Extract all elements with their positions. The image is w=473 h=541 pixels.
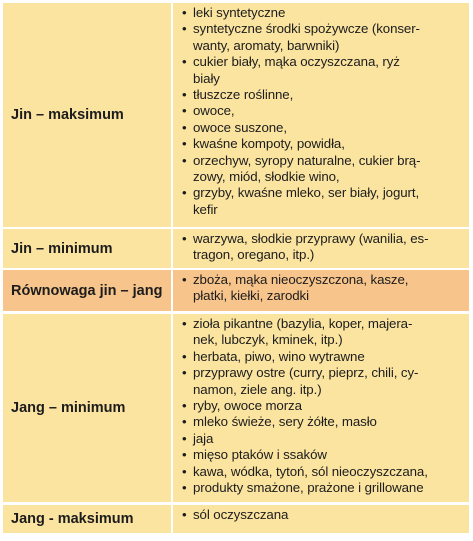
table-row-jin-maksimum	[0, 3, 473, 227]
list-item: • herbata, piwo, wino wytrawne	[182, 349, 465, 365]
list-item: • cukier biały, mąka oczyszczana, ryż biały	[182, 54, 465, 87]
category-cell	[3, 229, 171, 268]
items-list	[182, 231, 465, 264]
category-label: Jang - maksimum	[11, 511, 134, 527]
list-item: • kwaśne kompoty, powidła,	[182, 136, 465, 152]
list-item: • kawa, wódka, tytoń, sól nieoczyszczana,	[182, 464, 465, 480]
items-cell	[173, 314, 469, 502]
items-list	[182, 507, 465, 523]
list-item: • jaja	[182, 431, 465, 447]
category-label: Równowaga jin – jang	[11, 282, 163, 299]
items-list	[182, 5, 465, 218]
items-cell	[173, 229, 469, 268]
items-cell	[173, 505, 469, 533]
list-item: • sól oczyszczana	[182, 507, 465, 523]
table-row-rownowaga	[0, 270, 473, 311]
list-item: • grzyby, kwaśne mleko, ser biały, jogurt, kefir	[182, 185, 465, 218]
items-list	[182, 316, 465, 496]
category-label: Jin – minimum	[11, 240, 113, 257]
category-cell	[3, 505, 171, 533]
table-row-jin-minimum	[0, 229, 473, 268]
category-label: Jin – maksimum	[11, 107, 124, 123]
list-item: • mleko świeże, sery żółte, masło	[182, 414, 465, 430]
list-item: • ryby, owoce morza	[182, 398, 465, 414]
list-item: • przyprawy ostre (curry, pieprz, chili, cy- namon, ziele ang. itp.)	[182, 365, 465, 398]
items-list	[182, 272, 465, 305]
list-item: • leki syntetyczne	[182, 5, 465, 21]
list-item: • zioła pikantne (bazylia, koper, majera- nek, lubczyk, kminek, itp.)	[182, 316, 465, 349]
list-item: • mięso ptaków i ssaków	[182, 447, 465, 463]
list-item: • tłuszcze roślinne,	[182, 87, 465, 103]
category-cell	[3, 3, 171, 227]
list-item: • orzechyw, syropy naturalne, cukier brą- zowy, miód, słodkie wino,	[182, 153, 465, 186]
list-item: • warzywa, słodkie przyprawy (wanilia, es- tragon, oregano, itp.)	[182, 231, 465, 264]
items-cell	[173, 3, 469, 227]
list-item: • zboża, mąka nieoczyszczona, kasze, płatki, kiełki, zarodki	[182, 272, 465, 305]
items-cell	[173, 270, 469, 311]
list-item: • produkty smażone, prażone i grillowane	[182, 480, 465, 496]
category-cell	[3, 270, 171, 311]
list-item: • owoce,	[182, 103, 465, 119]
category-label: Jang – minimum	[11, 400, 126, 416]
table-row-jang-maksimum	[0, 505, 473, 533]
table-row-jang-minimum	[0, 314, 473, 502]
category-cell	[3, 314, 171, 502]
list-item: • owoce suszone,	[182, 120, 465, 136]
list-item: • syntetyczne środki spożywcze (konser- wanty, aromaty, barwniki)	[182, 21, 465, 54]
